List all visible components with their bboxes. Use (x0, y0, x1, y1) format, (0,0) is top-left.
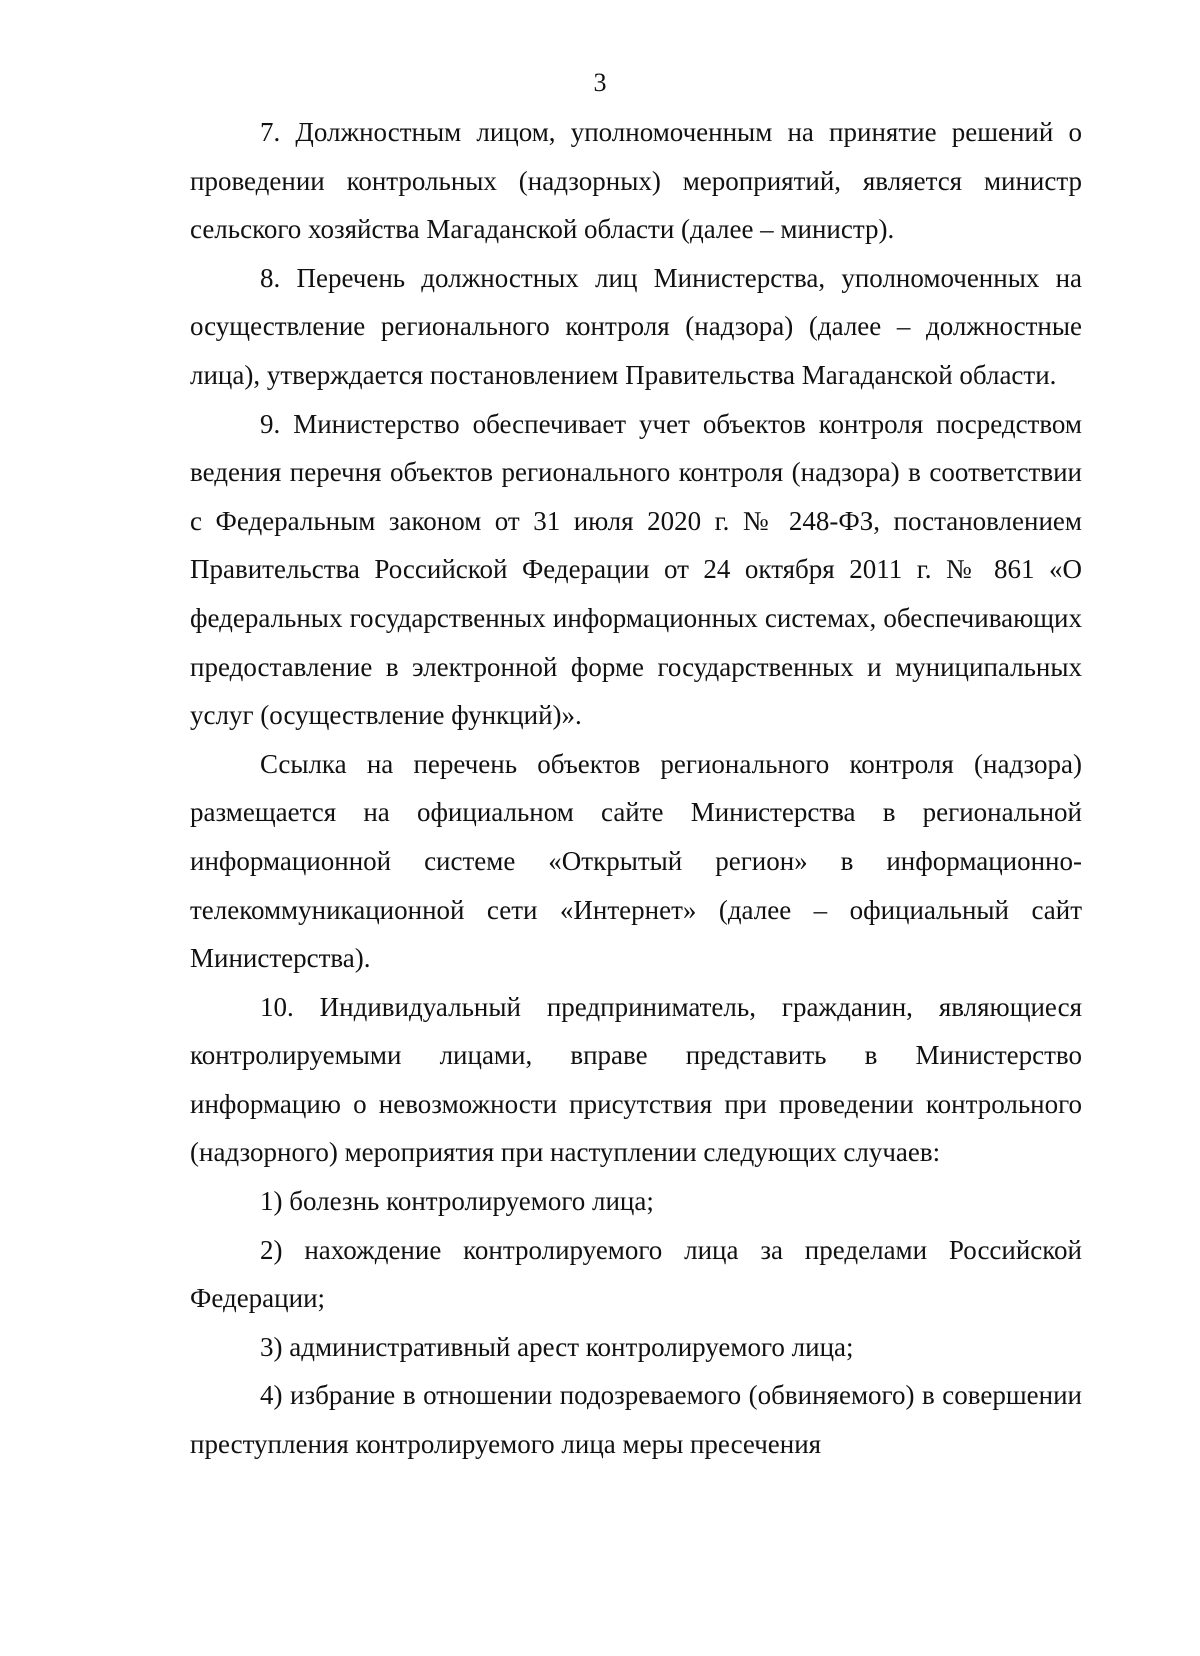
document-body (190, 108, 1082, 1469)
list-item-4: 4) избрание в отношении подозреваемого (обвиняемого) в совершении преступления контролируемого лица меры пресечения (190, 1380, 1082, 1460)
page-number: 3 (593, 68, 607, 97)
paragraph-9: 9. Министерство обеспечивает учет объектов контроля посредством ведения перечня объектов регионального контроля (надзора) в соответствии с Федеральным законом от 31 июля 2020 г. № 248-ФЗ, постановлением Правительства Российской Федерации от 24 октября 2011 г. № 861 «О федеральных государственных информационных системах, обеспечивающих предоставление в электронной форме государственных и муниципальных услуг (осуществление функций)». (190, 408, 1082, 731)
paragraph-10: 10. Индивидуальный предприниматель, гражданин, являющиеся контролируемыми лицами, вправе представить в Министерство информацию о невозможности присутствия при проведении контрольного (надзорного) мероприятия при наступлении следующих случаев: (190, 991, 1082, 1168)
list-item-2: 2) нахождение контролируемого лица за пределами Российской Федерации; (190, 1234, 1082, 1314)
list-item-1: 1) болезнь контролируемого лица; (260, 1186, 654, 1217)
paragraph-link-reference: Ссылка на перечень объектов регионального контроля (надзора) размещается на официальном сайте Министерства в региональной информационной системе «Открытый регион» в информационно-телекоммуникационной сети «Интернет» (далее – официальный сайт Министерства). (190, 748, 1082, 974)
paragraph-7: 7. Должностным лицом, уполномоченным на принятие решений о проведении контрольных (надзорных) мероприятий, является министр сельского хозяйства Магаданской области (далее – министр). (190, 117, 1082, 245)
list-item-3: 3) административный арест контролируемого лица; (260, 1331, 854, 1362)
paragraph-8: 8. Перечень должностных лиц Министерства, уполномоченных на осуществление регионального контроля (надзора) (далее – должностные лица), утверждается постановлением Правительства Магаданской области. (190, 262, 1082, 390)
